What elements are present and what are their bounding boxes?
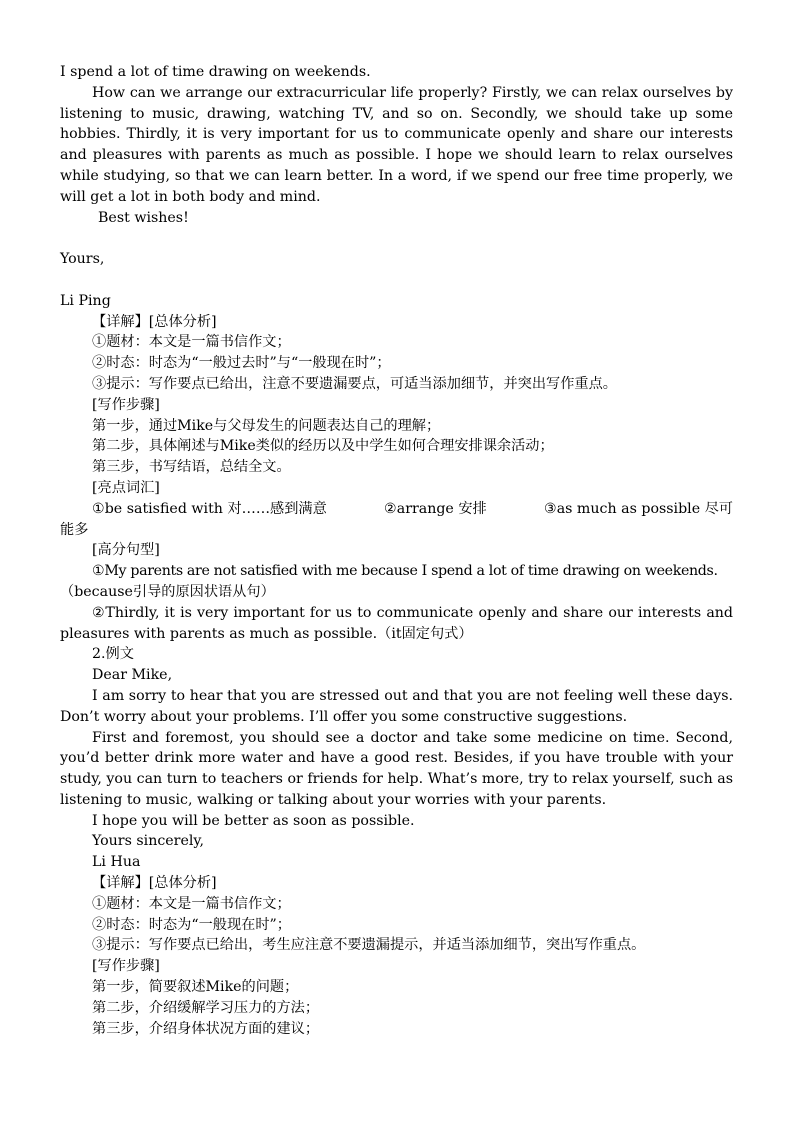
- analysis1-step-3: 第三步，书写结语，总结全文。: [92, 459, 291, 476]
- example-label: 2.例文: [92, 646, 134, 663]
- example-para-2: First and foremost, you should see a doctor and take some medicine on time. Second, you’d better drink more water and have a good rest. Besides, if you have trouble with your study, you can turn to teachers or friends for help. What’s more, try to relax yourself, such as listening to music, walking or talking about your worries with your parents.: [60, 729, 733, 808]
- letter1-signature: Li Ping: [60, 292, 111, 309]
- letter1-body: How can we arrange our extracurricular life properly? Firstly, we can relax ourselves by listening to music, drawing, watching TV, and so on. Secondly, we should take up some hobbies. Thirdly, it is very important for us to communicate openly and share our interests and pleasures with parents as much as possible. I hope we should learn to relax ourselves while studying, so that we can learn better. In a word, if we spend our free time properly, we will get a lot in both body and mind.: [60, 84, 733, 205]
- letter1-opening-line: I spend a lot of time drawing on weekends.: [60, 64, 371, 80]
- analysis1-sentences-heading: [高分句型]: [92, 542, 160, 559]
- example-greeting: Dear Mike,: [92, 667, 173, 684]
- analysis1-step-2: 第二步，具体阐述与Mike类似的经历以及中学生如何合理安排课余活动；: [92, 438, 554, 455]
- analysis1-steps-heading: [写作步骤]: [92, 396, 160, 413]
- analysis1-vocab-row: [60, 499, 733, 520]
- analysis1-heading: 【详解】[总体分析]: [92, 313, 217, 330]
- document-page: [60, 62, 733, 1039]
- analysis1-sentence-1-note: （because引导的原因状语从句）: [60, 583, 275, 600]
- example-closing: Yours sincerely,: [92, 833, 205, 850]
- analysis2-point-1: ①题材：本文是一篇书信作文；: [92, 895, 291, 912]
- analysis2-heading: 【详解】[总体分析]: [92, 875, 217, 892]
- analysis1-sentence-1: ①My parents are not satisfied with me because I spend a lot of time drawing on weekends.: [92, 563, 718, 580]
- vocab-item-2: ②arrange 安排: [384, 500, 487, 517]
- analysis2-step-2: 第二步，介绍缓解学习压力的方法；: [92, 999, 320, 1016]
- vocab-item-3: ③as much as possible 尽可: [543, 500, 733, 517]
- analysis1-vocab-heading: [亮点词汇]: [92, 479, 160, 496]
- analysis1-point-1: ①题材：本文是一篇书信作文；: [92, 334, 291, 351]
- analysis2-steps-heading: [写作步骤]: [92, 958, 160, 975]
- vocab-item-1: ①be satisfied with 对……感到满意: [92, 500, 327, 517]
- analysis1-sentence-2: ②Thirdly, it is very important for us to communicate openly and share our interests and pleasures with parents as much as possible.（it固定句式）: [60, 604, 733, 642]
- analysis2-point-3: ③提示：写作要点已给出，考生应注意不要遗漏提示，并适当添加细节，突出写作重点。: [92, 937, 646, 954]
- analysis2-step-1: 第一步，简要叙述Mike的问题；: [92, 979, 299, 996]
- analysis1-point-3: ③提示：写作要点已给出，注意不要遗漏要点，可适当添加细节，并突出写作重点。: [92, 375, 617, 392]
- analysis1-point-2: ②时态：时态为“一般过去时”与“一般现在时”；: [92, 355, 391, 372]
- letter1-closing: Yours,: [60, 251, 105, 268]
- vocab-item-3-wrap: 能多: [60, 521, 89, 538]
- analysis2-point-2: ②时态：时态为“一般现在时”；: [92, 916, 291, 933]
- example-para-1: I am sorry to hear that you are stressed out and that you are not feeling well these days. Don’t worry about your problems. I’ll offer you some constructive suggestions.: [60, 687, 733, 725]
- example-signature: Li Hua: [92, 854, 141, 871]
- letter1-wishes: Best wishes!: [98, 209, 189, 226]
- analysis2-step-3: 第三步，介绍身体状况方面的建议；: [92, 1020, 320, 1037]
- example-para-3: I hope you will be better as soon as possible.: [92, 812, 415, 829]
- analysis1-step-1: 第一步，通过Mike与父母发生的问题表达自己的理解；: [92, 417, 441, 434]
